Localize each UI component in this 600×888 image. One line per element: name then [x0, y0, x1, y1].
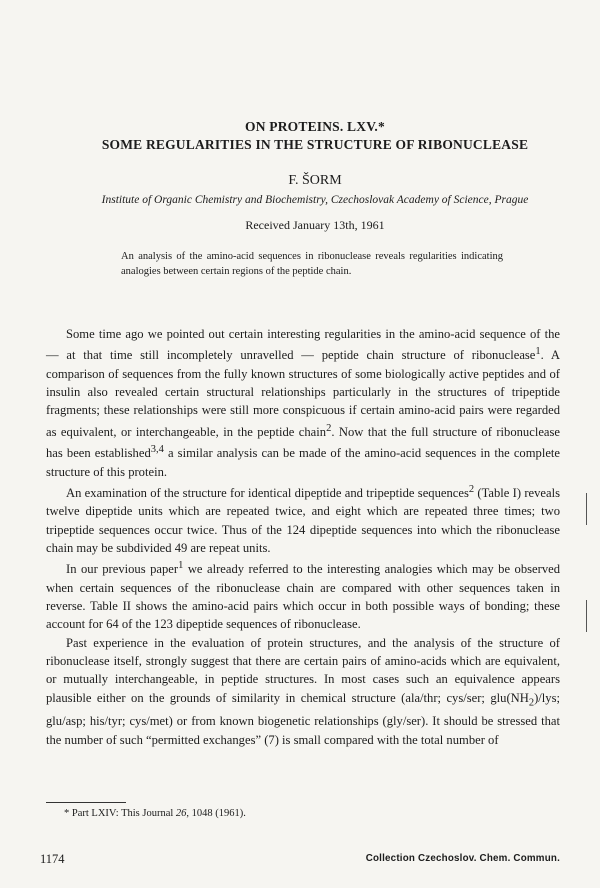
margin-mark	[586, 600, 587, 632]
author-name: F. ŠORM	[288, 173, 342, 188]
article-body	[46, 325, 560, 749]
article-title-line2: SOME REGULARITIES IN THE STRUCTURE OF RIBONUCLEASE	[101, 137, 529, 152]
footnote-rule	[46, 802, 126, 803]
abstract: An analysis of the amino-acid sequences in ribonuclease reveals regularities indicating analogies between certain regions of the peptide chain.	[121, 251, 503, 277]
paragraph-4: Past experience in the evaluation of protein structures, and the analysis of the structure of ribonuclease itself, strongly suggest that there are certain pairs of amino-acids which are equivalent, or mutually interchangeable, in peptide structures. In most cases such an equivalence appears plausible either on the grounds of similarity in chemical structure (ala/thr; cys/ser; $glu(NH_2)$/lys; glu/asp; his/tyr; cys/met) or from known biogenetic relationships (gly/ser). It should be stressed that the number of such “permitted exchanges” (7) is small compared with the total number of	[46, 635, 560, 747]
journal-name: Collection Czechoslov. Chem. Commun.	[365, 853, 560, 864]
footnote: * Part LXIV: This Journal 26, 1048 (1961).	[64, 808, 246, 819]
reference-mark: 3,4	[150, 444, 164, 456]
margin-mark	[586, 493, 587, 525]
subscript: 2	[528, 697, 535, 709]
reference-mark: 1	[178, 560, 184, 572]
page-number: 1174	[40, 852, 65, 866]
received-date: Received January 13th, 1961	[245, 218, 385, 232]
paragraph-1: Some time ago we pointed out certain interesting regularities in the amino-acid sequence of the — at that time still incompletely unravelled — peptide chain structure of ribonuclease$^1$. A comparison of sequences from the fully known structures of some biologically active peptides and of insulin also revealed certain structural relationships particularly in the structures of tripeptide fragments; these relationships were still more conspicuous if certain amino-acid pairs were regarded as equivalent, or interchangeable, in the peptide chain$^2$. Now that the full structure of ribonuclease has been established$^{3,4}$ a similar analysis can be made of the amino-acid sequences in the complete structure of this protein.	[46, 327, 560, 479]
paragraph-2: An examination of the structure for identical dipeptide and tripeptide sequences$^2$ (Table I) reveals twelve dipeptide units which are repeated twice, and eight which are repeated three times; two tripeptide sequences occur twice. Thus of the 124 dipeptide sequences into which the ribonuclease chain may be subdivided 49 are repeat units.	[46, 483, 560, 556]
reference-mark: 1	[535, 346, 541, 358]
author-affiliation: Institute of Organic Chemistry and Biochemistry, Czechoslovak Academy of Science, Prague	[101, 194, 529, 206]
paragraph-3: In our previous paper$^1$ we already referred to the interesting analogies which may be observed when certain sequences of the ribonuclease chain are compared with other sequences taken in reverse. Table II shows the amino-acid pairs which occur in both possible ways of bonding; these account for 64 of the 123 dipeptide sequences of ribonuclease.	[46, 560, 560, 632]
reference-mark: 2	[468, 483, 475, 495]
reference-mark: 2	[326, 422, 332, 434]
article-title-line1: ON PROTEINS. LXV.*	[245, 119, 385, 134]
